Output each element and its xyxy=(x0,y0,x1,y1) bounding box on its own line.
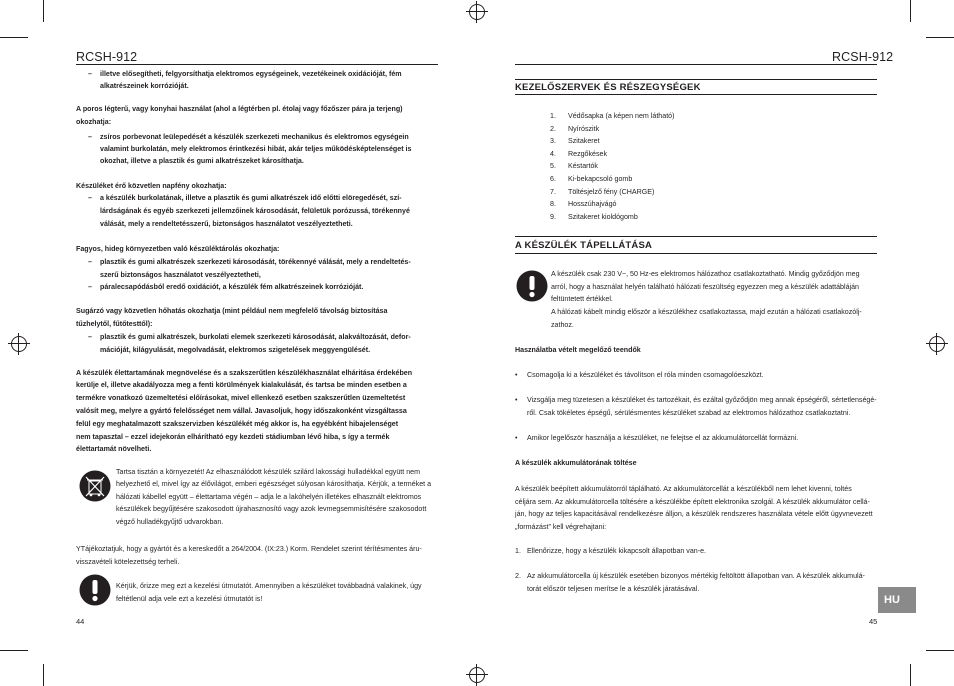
right-page-model: RCSH-912 xyxy=(832,50,894,64)
body-line: zsíros porbevonat leülepedését a készülék szerkezeti mechanikus és elektromos egységein xyxy=(100,133,409,141)
list-dash: – xyxy=(88,133,92,141)
power-line: zathoz. xyxy=(551,320,574,329)
battery-line: A készülék beépített akkumulátorról táplálható. Az akkumulátorcellát a készülékből nem lehet kivenni, toltés xyxy=(515,485,852,493)
registration-mark-left xyxy=(11,336,27,352)
body-line: kerülje el, illetve akadályozza meg a fenti körülmények kialakulását, és tartsa be minden esetben a xyxy=(76,381,407,389)
part-label: Védősapka (a képen nem látható) xyxy=(568,112,675,120)
left-page-number: 44 xyxy=(76,617,85,626)
crop-mark xyxy=(43,0,44,22)
section-title-power: A KÉSZÜLÉK TÁPELLÁTÁSA xyxy=(515,240,653,251)
body-line: alkatrészeinek korrózióját. xyxy=(100,82,189,90)
registration-mark-top xyxy=(469,4,485,20)
body-line: plasztik és gumi alkatrészek, burkolati elemek szerkezeti károsodását, alakváltozását, defor- xyxy=(100,333,411,341)
crop-mark xyxy=(0,37,28,38)
bullet-line: ről. Csak tökéletes épségű, sérülésmentes készüléket szabad az elektromos hálózathoz csatlakoztatni. xyxy=(527,408,851,417)
body-line: illetve elősegítheti, felgyorsíthatja elektromos egységeinek, vezetékeinek oxidációját, fém xyxy=(100,70,402,78)
body-line: valamint burkolatán, mely elektromos érintkezési hibát, akár teljes működésképtelenséget is xyxy=(100,145,412,153)
part-label: Szitakeret xyxy=(568,137,600,146)
list-dash: – xyxy=(88,283,92,291)
body-line: okozhat, illetve a plasztik és gumi alkatrészeket károsíthatja. xyxy=(100,157,304,165)
crop-mark xyxy=(910,664,911,686)
battery-title: A készülék akkumulátorának töltése xyxy=(515,459,637,467)
body-line: okozhatja: xyxy=(76,118,112,126)
battery-line: céljára sem. Az akkumulátorcella töltésére a készülékbe épített elektronika szolgál. A készülék akkumulátor cellá- xyxy=(515,497,870,506)
part-number: 6. xyxy=(550,175,556,183)
body-line: termékre vonatkozó üzemeltetési előírásokat, mivel ellenkező esetben szakszerűtlen üzemeltetést xyxy=(76,394,406,402)
regulation-line: visszavételi kötelezettség terheli. xyxy=(76,558,180,566)
step-line: Ellenőrizze, hogy a készülék kikapcsolt állapotban van-e. xyxy=(527,547,707,555)
list-dash: – xyxy=(88,194,92,202)
body-line: nem tapasztal – ezzel idejekorán elhárítható egy kezdeti stádiumban lévő hiba, s így a termék xyxy=(76,433,390,441)
bullet-line: Csomagolja ki a készüléket és távolítson el róla minden csomagolóeszközt. xyxy=(527,371,764,379)
part-number: 3. xyxy=(550,137,556,146)
body-line: felül egy meghatalmazott szakszervizben készülékét még akkor is, ha egyébként hibajelenséget xyxy=(76,420,399,428)
right-page-number: 45 xyxy=(869,617,878,626)
body-line: élettartamát növelheti. xyxy=(76,445,152,453)
crop-mark xyxy=(926,37,954,38)
prep-title: Használatba vételt megelőző teendők xyxy=(515,346,641,354)
body-line: lárdságának és egyéb szerkezeti jellemzőinek károsodását, felületük porózussá, törékennyé xyxy=(100,207,410,215)
section-rule xyxy=(515,79,877,80)
warning-line: feltétlenül adja vele ezt a kezelési útmutatót is! xyxy=(116,594,263,603)
recycle-line: helyezhető el, mivel így az élővilágot, emberi egészséget súlyosan károsíthatja. Kérjük, a terméket a xyxy=(116,480,432,489)
power-line: A készülék csak 230 V~, 50 Hz-es elektromos hálózathoz csatlakoztatható. Mindig győződjön meg xyxy=(551,270,860,278)
part-label: Ki-bekapcsoló gomb xyxy=(568,175,633,183)
registration-mark-bottom xyxy=(469,667,485,683)
recycle-line: végző hulladékgyűjtő udvarokban. xyxy=(116,517,224,526)
warning-line: Kérjük, őrizze meg ezt a kezelési útmutatót. Amennyiben a készüléket továbbadná valakinek, úgy xyxy=(116,582,422,590)
part-number: 7. xyxy=(550,187,556,196)
body-line: tűzhelytől, fűtőtesttől): xyxy=(76,320,153,328)
body-line: valósít meg, melyre a gyártó felelősséget nem vállal. Javasoljuk, hogy időszakonként vizsgáltassa xyxy=(76,407,407,415)
body-line: plasztik és gumi alkatrészek szerkezeti károsodását, törékennyé válását, mely a rendeltetés- xyxy=(100,258,411,266)
section-rule xyxy=(515,253,877,254)
crop-mark xyxy=(43,664,44,686)
step-number: 1. xyxy=(515,547,521,555)
crop-mark xyxy=(926,650,954,651)
part-label: Rezgőkések xyxy=(568,149,608,158)
battery-line: „formázást” kell végrehajtani: xyxy=(515,522,607,531)
registration-mark-right xyxy=(929,336,945,352)
step-line: torát először teljesen merítse le a készülék járatásával. xyxy=(527,584,700,593)
list-dash: – xyxy=(88,258,92,266)
body-line: Fagyos, hideg környezetben való készüléktárolás okozhatja: xyxy=(76,245,280,253)
language-tab: HU xyxy=(878,587,916,613)
recycle-line: Tartsa tisztán a környezetét! Az elhasználódott készülék szilárd lakossági hulladékkal együtt nem xyxy=(116,468,421,476)
step-line: Az akkumulátorcella új készülék esetében bizonyos mértékig feltöltött állapotban van. A készülék akkumulá- xyxy=(527,572,865,580)
body-line: A készülék élettartamának megnövelése és a szakszerűtlen készülékhasználat elháritása érdekében xyxy=(76,369,413,377)
body-line: válását, mely a rendeltetésszerű, biztonságos használatot veszélyeztetheti. xyxy=(100,220,353,228)
part-number: 5. xyxy=(550,162,556,171)
part-number: 4. xyxy=(550,149,556,158)
body-line: A poros légterű, vagy konyhai használat (ahol a légtérben pl. étolaj vagy főzőszer pára ja terjeng) xyxy=(76,105,403,113)
recycle-line: hálózati kábellel együtt – élettartama végén – adja le a lakóhelyén illetékes elhasznált elektromos xyxy=(116,492,422,501)
recycle-line: készülékek begyűjtésére szakosodott újrahasznosító vagy azok levmegsemmisítésére szakosodott xyxy=(116,505,427,514)
body-line: a készülék burkolatának, illetve a plasztik és gumi alkatrészek idő előtti elöregedését, szí- xyxy=(100,194,402,202)
power-line: arról, hogy a használat helyén található hálózati feszültség egyezzen meg a készülék adattábláján xyxy=(551,282,859,291)
battery-line: ján, hogy az teljes kapacitásával rendelkezésre álljon, a készülék rendszeres használata vétele előtt úgyvnevezett xyxy=(515,510,873,519)
regulation-line: YTájékoztatjuk, hogy a gyártót és a kereskedőt a 264/2004. (IX:23.) Korm. Rendelet szerint térítésmentes áru- xyxy=(76,545,422,553)
part-label: Hosszúhajvágó xyxy=(568,200,617,209)
power-line: feltüntetett értékkel. xyxy=(551,295,613,304)
part-number: 2. xyxy=(550,124,556,133)
bullet-dot: • xyxy=(515,396,518,404)
bullet-line: Vizsgálja meg tüzetesen a készüléket és tartozékait, és ezáltal győződjön meg annak épségéről, sértetlenségé- xyxy=(527,396,877,404)
header-rule xyxy=(76,64,438,65)
exclamation-icon xyxy=(516,270,548,302)
body-line: Készüléket érő közvetlen napfény okozhatja: xyxy=(76,182,227,190)
header-rule xyxy=(515,64,877,65)
bullet-line: Amikor legelőször használja a készüléket, ne felejtse el az akkumulátorcellát formázni. xyxy=(527,434,799,442)
part-number: 8. xyxy=(550,200,556,209)
body-line: mációját, kilágyulását, megolvadását, elektromos szigetelések meggyengülését. xyxy=(100,346,371,354)
part-number: 9. xyxy=(550,212,556,221)
bullet-dot: • xyxy=(515,434,518,442)
step-number: 2. xyxy=(515,572,521,580)
exclamation-icon xyxy=(79,574,111,606)
part-number: 1. xyxy=(550,112,556,120)
list-dash: – xyxy=(88,70,92,78)
weee-bin-icon xyxy=(79,470,111,502)
section-title-controls: KEZELŐSZERVEK ÉS RÉSZEGYSÉGEK xyxy=(515,82,701,93)
section-rule xyxy=(515,94,877,95)
part-label: Töltésjelző fény (CHARGE) xyxy=(568,187,655,196)
part-label: Szitakeret kioldógomb xyxy=(568,212,638,221)
bullet-dot: • xyxy=(515,371,518,379)
body-line: Sugárzó vagy közvetlen hőhatás okozhatja (mint például nem megfelelő távolság biztosítása xyxy=(76,307,388,315)
section-rule xyxy=(515,236,877,237)
crop-mark xyxy=(910,0,911,22)
part-label: Késtartók xyxy=(568,162,598,171)
list-dash: – xyxy=(88,333,92,341)
part-label: Nyírószitk xyxy=(568,124,600,133)
body-line: páralecsapódásból eredő oxidációt, a készülék fém alkatrészeinek korrózióját. xyxy=(100,283,364,291)
power-line: A hálózati kábelt mindig először a készülékhez csatlakoztassa, majd ezután a hálózati csatlakozólj- xyxy=(551,308,862,317)
crop-mark xyxy=(0,650,28,651)
left-page-model: RCSH-912 xyxy=(76,50,138,64)
body-line: szerű biztonságos használatot veszélyeztetheti, xyxy=(100,271,261,279)
